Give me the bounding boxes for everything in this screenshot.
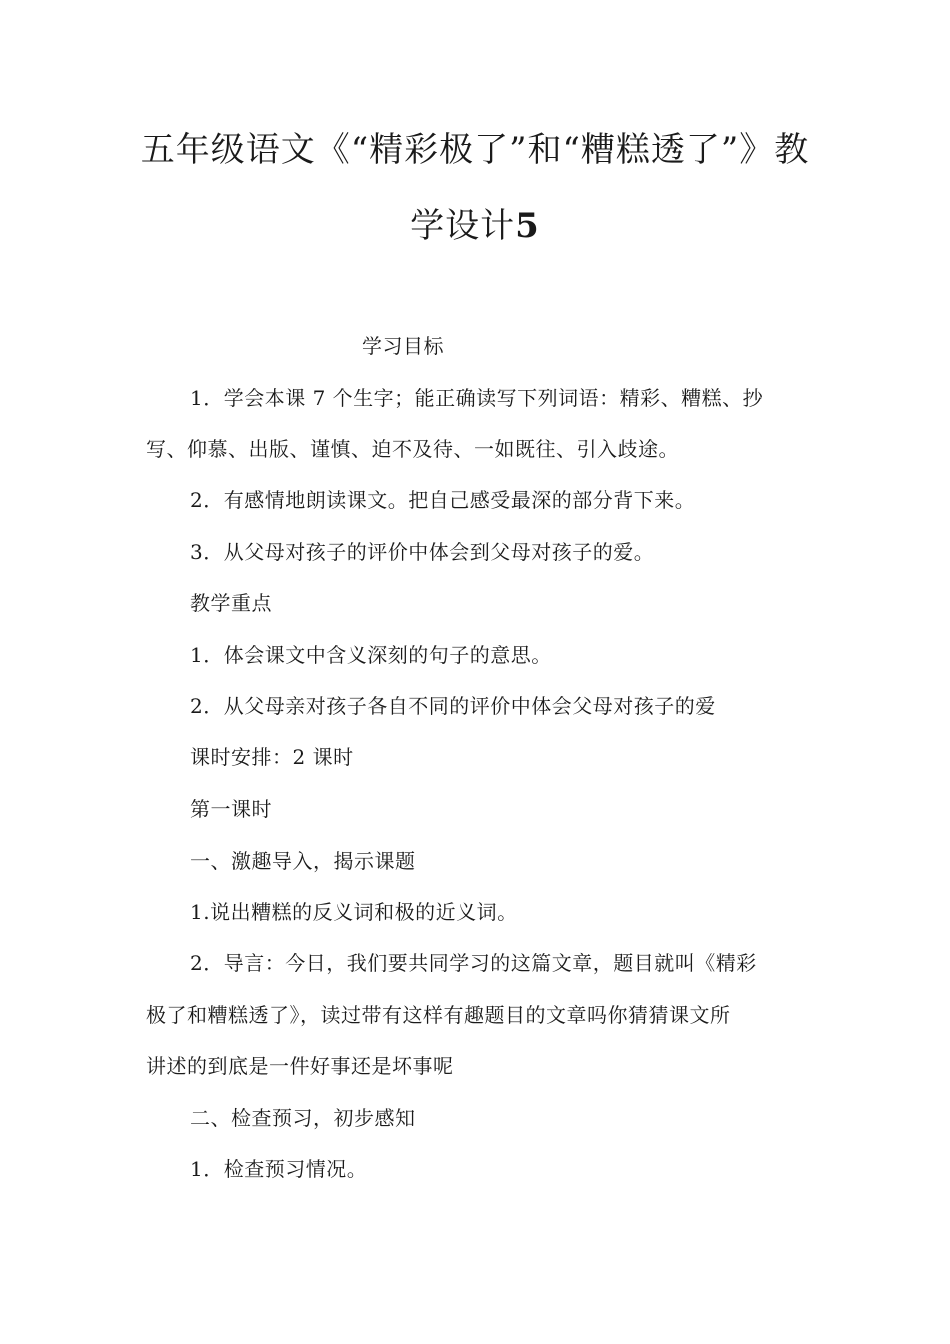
section-2-item-1: 1．检查预习情况。 — [190, 1157, 368, 1181]
focus-item-1: 1．体会课文中含义深刻的句子的意思。 — [190, 643, 552, 667]
lesson-1-heading: 第一课时 — [190, 797, 272, 821]
focus-heading: 教学重点 — [190, 591, 272, 615]
objective-1-line-1: 1．学会本课 7 个生字；能正确读写下列词语：精彩、糟糕、抄 — [190, 386, 764, 410]
title-number: 5 — [515, 206, 540, 246]
section-1-item-2-line-1: 2．导言：今日，我们要共同学习的这篇文章，题目就叫《精彩 — [190, 951, 757, 975]
document-title-line-1: 五年级语文《“精彩极了”和“糟糕透了”》教 — [140, 130, 810, 170]
section-1-item-2-line-2: 极了和糟糕透了》，读过带有这样有趣题目的文章吗你猜猜课文所 — [146, 1003, 731, 1027]
title-text: 学设计 — [410, 206, 516, 246]
section-2-heading: 二、检查预习，初步感知 — [190, 1106, 416, 1130]
section-1-item-2-line-3: 讲述的到底是一件好事还是坏事呢 — [146, 1054, 454, 1078]
section-1-item-1: 1.说出糟糕的反义词和极的近义词。 — [190, 900, 518, 924]
objective-1-line-2: 写、仰慕、出版、谨慎、迫不及待、一如既往、引入歧途。 — [146, 437, 679, 461]
section-1-heading: 一、激趣导入，揭示课题 — [190, 849, 416, 873]
schedule-line: 课时安排：2 课时 — [190, 745, 354, 769]
objectives-heading: 学习目标 — [362, 334, 444, 358]
focus-item-2: 2．从父母亲对孩子各自不同的评价中体会父母对孩子的爱 — [190, 694, 716, 718]
objective-2: 2．有感情地朗读课文。把自己感受最深的部分背下来。 — [190, 488, 696, 512]
objective-3: 3．从父母对孩子的评价中体会到父母对孩子的爱。 — [190, 540, 655, 564]
document-title-line-2 — [130, 198, 820, 247]
